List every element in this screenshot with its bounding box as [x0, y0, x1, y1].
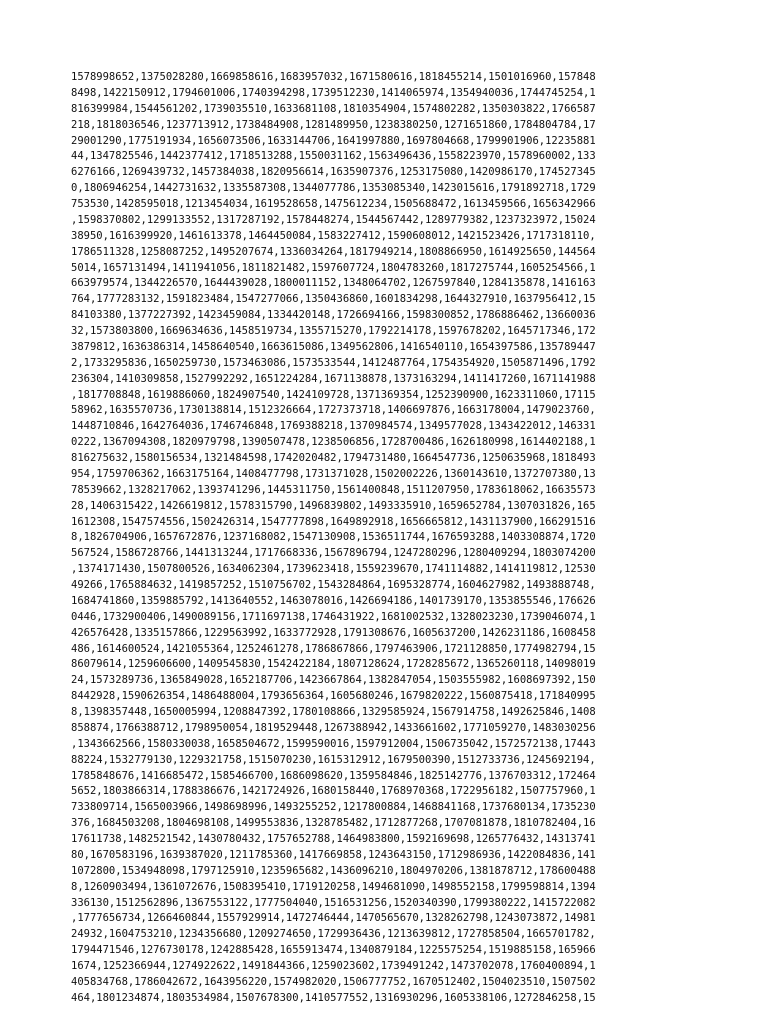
text-line: 5652,1803866314,1788386676,1421724926,1680158440,1768970368,1722956182,1507757960,1 — [71, 785, 596, 798]
text-line: 24,1573289736,1365849028,1652187706,1423667864,1382847054,1503555982,1608697392,150 — [71, 674, 596, 687]
text-line: 753530,1428595018,1213454034,1619528658,1475612234,1505688472,1613459566,1656342966 — [71, 198, 596, 210]
text-line: 1612308,1547574556,1502426314,1547777898,1649892918,1656665812,1431137900,166291516 — [71, 515, 596, 528]
text-line: 8,1260903494,1361072676,1508395410,1719120258,1494681090,1498552158,1799598814,1394 — [71, 880, 596, 893]
text-line: 44,1347825546,1442377412,1718513288,1550031162,1563496436,1558223970,1578960002,133 — [71, 150, 596, 163]
text-line: 84103380,1377227392,1423459084,1334420148,1726694166,1598300852,1786886462,13660036 — [71, 309, 596, 322]
text-line: 858874,1766388712,1798950054,1819529448,1267388942,1433661602,1771059270,1483030256 — [71, 721, 596, 734]
text-line: 336130,1512562896,1367553122,1777504040,1516531256,1520340390,1799380222,1415722082 — [71, 896, 596, 909]
text-line: ,1777656734,1266460844,1557929914,1472746444,1470565670,1328262798,1243073872,14981 — [71, 912, 596, 925]
text-line: 8442928,1590626354,1486488004,1793656364,1605680246,1679820222,1560875418,171840995 — [71, 690, 596, 703]
text-line: 38950,1616399920,1461613378,1464450084,1583227412,1590608012,1421523426,1717318110, — [71, 229, 596, 242]
text-line: 1684741860,1359885792,1413640552,1463078016,1426694186,1401739170,1353855546,176626 — [71, 594, 596, 607]
text-line: 0446,1732900406,1490089156,1711697138,1746431922,1681002532,1328023230,1739046074,1 — [71, 610, 596, 623]
text-line: 8498,1422150912,1794601006,1740394298,1739512230,1414065974,1354940036,1744745254,1 — [71, 86, 596, 99]
text-line: 86079614,1259606600,1409545830,1542422184,1807128624,1728285672,1365260118,14098019 — [71, 658, 596, 671]
text-line: 486,1614600524,1421055364,1252461278,1786867866,1797463906,1721128850,1774982794,15 — [71, 642, 596, 655]
text-line: 80,1670583196,1639387020,1211785360,1417669858,1243643150,1712986936,1422084836,141 — [71, 848, 596, 861]
text-line: ,1817708848,1619886060,1824907540,1424109728,1371369354,1252390900,1623311060,17115 — [71, 388, 596, 401]
text-line: 88224,1532779130,1229321758,1515070230,1615312912,1679500390,1512733736,1245692194, — [71, 753, 596, 766]
text-line: 78539662,1328217062,1393741296,1445311750,1561400848,1511207950,1783618062,16635573 — [71, 483, 596, 496]
text-line: 1448710846,1642764036,1746746848,1769388218,1370984574,1349577028,1343422012,146331 — [71, 420, 596, 433]
text-line: 1072800,1534948098,1797125910,1235965682,1436096210,1804970206,1381878712,178600488 — [71, 864, 596, 877]
text-line: 6276166,1269439732,1457384038,1820956614,1635907376,1253175080,1420986170,174527345 — [71, 166, 596, 179]
text-line: 426576428,1335157866,1229563992,1633772928,1791308676,1605637200,1426231186,1608458 — [71, 626, 596, 639]
text-line: 5014,1657131494,1411941056,1811821482,1597607724,1804783260,1817275744,1605254566,1 — [71, 261, 596, 274]
text-line: ,1343662566,1580330038,1658504672,1599590016,1597912004,1506735042,1572572138,17443 — [71, 737, 596, 750]
text-line: 816399984,1544561202,1739035510,1633681108,1810354904,1574802282,1350303822,1766587 — [71, 102, 596, 115]
text-line: 58962,1635570736,1730138814,1512326664,1727373718,1406697876,1663178004,1479023760, — [71, 404, 596, 417]
number-list-text — [71, 70, 699, 1007]
text-line: 8,1826704906,1657672876,1237168082,1547130908,1536511744,1676593288,1403308874,1720 — [71, 531, 596, 544]
text-line: 1794471546,1276730178,1242885428,1655913474,1340879184,1225575254,1519885158,165966 — [71, 944, 596, 957]
text-line: ,1374171430,1507800526,1634062304,1739623418,1559239670,1741114882,1414119812,12530 — [71, 563, 596, 576]
text-line: 464,1801234874,1803534984,1507678300,1410577552,1316930296,1605338106,1272846258,15 — [71, 991, 596, 1004]
text-line: 8,1398357448,1650005994,1208847392,1780108866,1329585924,1567914758,1492625846,1408 — [71, 706, 596, 718]
text-line: 29001290,1775191934,1656073506,1633144706,1641997880,1697804668,1799901906,12235881 — [71, 134, 596, 147]
text-line: 49266,1765884632,1419857252,1510756702,1543284864,1695328774,1604627982,1493888748, — [71, 579, 596, 591]
text-line: 816275632,1580156534,1321484598,1742020482,1794731480,1664547736,1250635968,1818493 — [71, 452, 596, 464]
text-line: 24932,1604753210,1234356680,1209274650,1729936436,1213639812,1727858504,1665701782, — [71, 928, 596, 941]
text-line: 28,1406315422,1426619812,1578315790,1496839802,1493335910,1659652784,1307031826,165 — [71, 499, 596, 512]
text-line: 32,1573803800,1669634636,1458519734,1355715270,1792214178,1597678202,1645717346,172 — [71, 325, 596, 337]
text-line: 733809714,1565003966,1498698996,1493255252,1217800884,1468841168,1737680134,1735230 — [71, 801, 596, 814]
text-line: 236304,1410309858,1527992292,1651224284,1671138878,1373163294,1411417260,1671141988 — [71, 372, 596, 385]
text-line: 0,1806946254,1442731632,1335587308,1344077786,1353085340,1423015616,1791892718,1729 — [71, 182, 596, 195]
text-line: 376,1684503208,1804698108,1499553836,1328785482,1712877268,1707081878,1810782404,16 — [71, 817, 596, 830]
text-line: 218,1818036546,1237713912,1738484908,1281489950,1238380250,1271651860,1784804784,17 — [71, 118, 596, 131]
text-line: 0222,1367094308,1820979798,1390507478,1238506856,1728700486,1626180998,1614402188,1 — [71, 436, 596, 449]
text-line: ,1598370802,1299133552,1317287192,1578448274,1544567442,1289779382,1237323972,15024 — [71, 213, 596, 226]
text-line: 1786511328,1258087252,1495207674,1336034264,1817949214,1808866950,1614925650,144564 — [71, 245, 596, 258]
text-line: 764,1777283132,1591823484,1547277066,1350436860,1601834298,1644327910,1637956412,15 — [71, 293, 596, 306]
text-line: 1674,1252366944,1274922622,1491844366,1259023602,1739491242,1473702078,1760400894,1 — [71, 960, 596, 972]
text-line: 954,1759706362,1663175164,1408477798,1731371028,1502002226,1360143610,1372707380,13 — [71, 467, 596, 480]
text-line: 663979574,1344226570,1644439028,1800011152,1348064702,1267597840,1284135878,1416163 — [71, 277, 596, 290]
text-line: 1578998652,1375028280,1669858616,1683957032,1671580616,1818455214,1501016960,157848 — [71, 71, 596, 83]
text-line: 2,1733295836,1650259730,1573463086,1573533544,1412487764,1754354920,1505871496,1792 — [71, 356, 596, 369]
text-line: 17611738,1482521542,1430780432,1757652788,1464983800,1592169698,1265776432,14313741 — [71, 833, 596, 845]
text-line: 1785848676,1416685472,1585466700,1686098620,1359584846,1825142776,1376703312,172464 — [71, 769, 596, 782]
text-line: 3879812,1636386314,1458640540,1663615086,1349562806,1416540110,1654397586,135789447 — [71, 340, 596, 353]
text-line: 567524,1586728766,1441313244,1717668336,1567896794,1247280296,1280409294,1803074200 — [71, 547, 596, 560]
text-line: 405834768,1786042672,1643956220,1574982020,1506777752,1670512402,1504023510,1507502 — [71, 975, 596, 988]
